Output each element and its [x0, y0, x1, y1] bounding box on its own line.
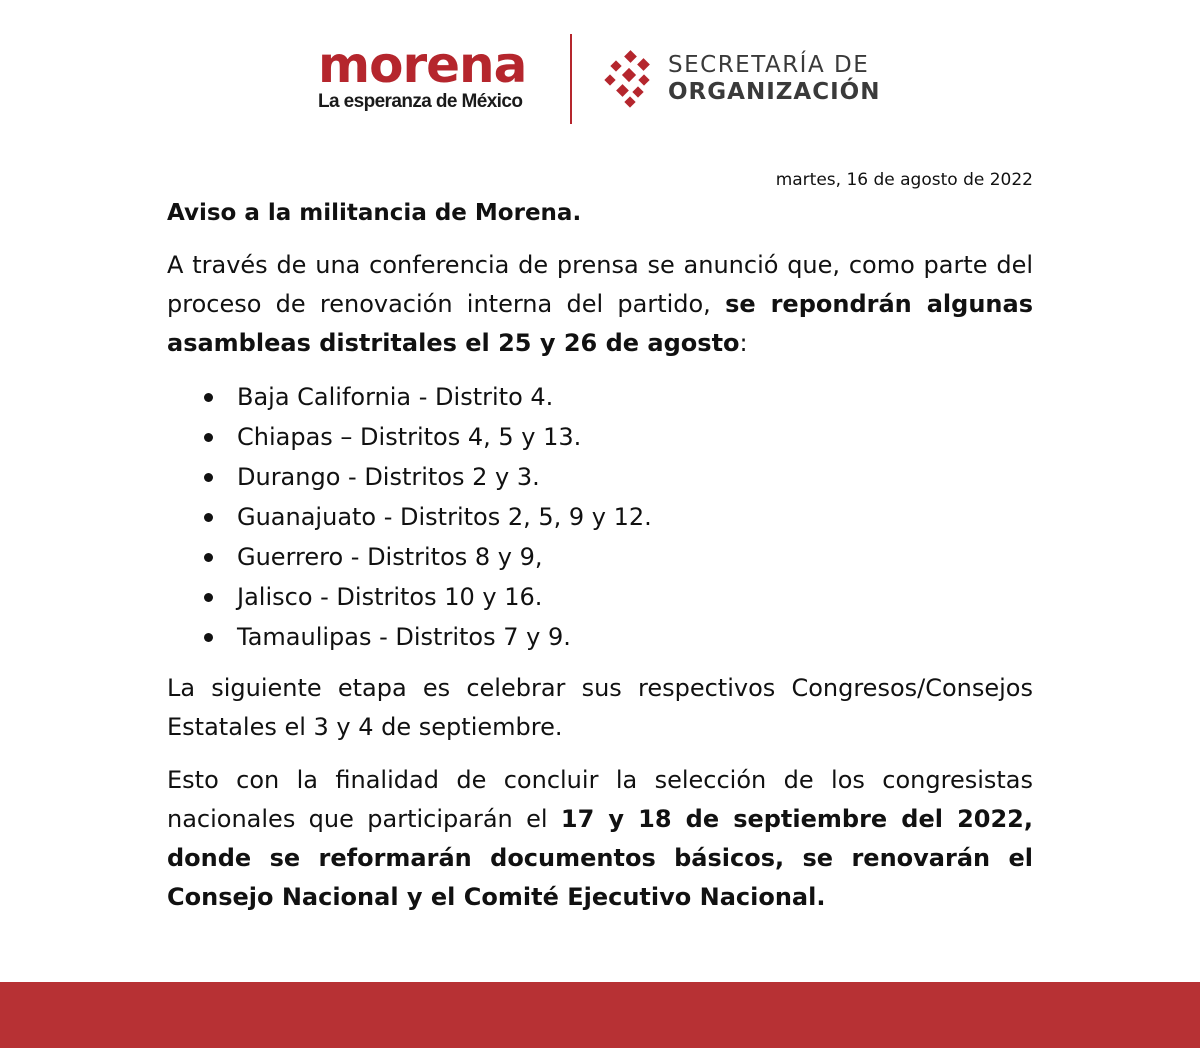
bullet-icon [204, 593, 213, 602]
bullet-icon [204, 553, 213, 562]
secretaria-line1: SECRETARÍA DE [668, 52, 870, 78]
next-stage-paragraph: La siguiente etapa es celebrar sus respectivos Congresos/Consejos Estatales el 3 y 4 de septiembre. [167, 674, 1033, 741]
intro-end: : [739, 329, 748, 357]
district-text: Jalisco - Distritos 10 y 16. [237, 583, 543, 611]
list-item [167, 617, 1033, 657]
letterhead [0, 0, 1200, 140]
list-item [167, 497, 1033, 537]
secretaria-title [668, 52, 880, 106]
list-item [167, 417, 1033, 457]
secretaria-line2: ORGANIZACIÓN [668, 79, 881, 105]
bullet-icon [204, 633, 213, 642]
notice-title: Aviso a la militancia de Morena. [167, 200, 582, 226]
intro-paragraph [167, 246, 1033, 363]
list-item [167, 537, 1033, 577]
morena-wordmark: morena [318, 36, 527, 94]
district-text: Tamaulipas - Distritos 7 y 9. [237, 623, 571, 651]
district-text: Durango - Distritos 2 y 3. [237, 463, 540, 491]
secretaria-emblem-icon [604, 50, 660, 108]
bullet-icon [204, 433, 213, 442]
list-item [167, 457, 1033, 497]
district-list [167, 377, 1033, 657]
footer-bar [0, 982, 1200, 1048]
morena-tagline: La esperanza de México [318, 91, 523, 112]
list-item [167, 377, 1033, 417]
bullet-icon [204, 473, 213, 482]
list-item [167, 577, 1033, 617]
district-text: Baja California - Distrito 4. [237, 383, 554, 411]
district-text: Chiapas – Distritos 4, 5 y 13. [237, 423, 582, 451]
district-text: Guerrero - Distritos 8 y 9, [237, 543, 543, 571]
notice-body [167, 168, 1033, 931]
district-text: Guanajuato - Distritos 2, 5, 9 y 12. [237, 503, 652, 531]
header-divider [570, 34, 572, 124]
notice-date: martes, 16 de agosto de 2022 [775, 170, 1033, 190]
intro-text: A través de una conferencia de prensa se anunció que, como parte del proceso de renovación interna del partido, [167, 251, 1033, 318]
bullet-icon [204, 393, 213, 402]
intro-bold-text: se repondrán algunas asambleas distritales el 25 y 26 de agosto [167, 290, 1033, 357]
bullet-icon [204, 513, 213, 522]
closing-paragraph [167, 761, 1033, 917]
morena-logo [318, 36, 540, 112]
closing-text: Esto con la finalidad de concluir la selección de los congresistas nacionales que participarán el [167, 766, 1033, 833]
closing-bold-text: 17 y 18 de septiembre del 2022, donde se reformarán documentos básicos, se renovarán el Consejo Nacional y el Comité Ejecutivo Nacional. [167, 805, 1033, 911]
